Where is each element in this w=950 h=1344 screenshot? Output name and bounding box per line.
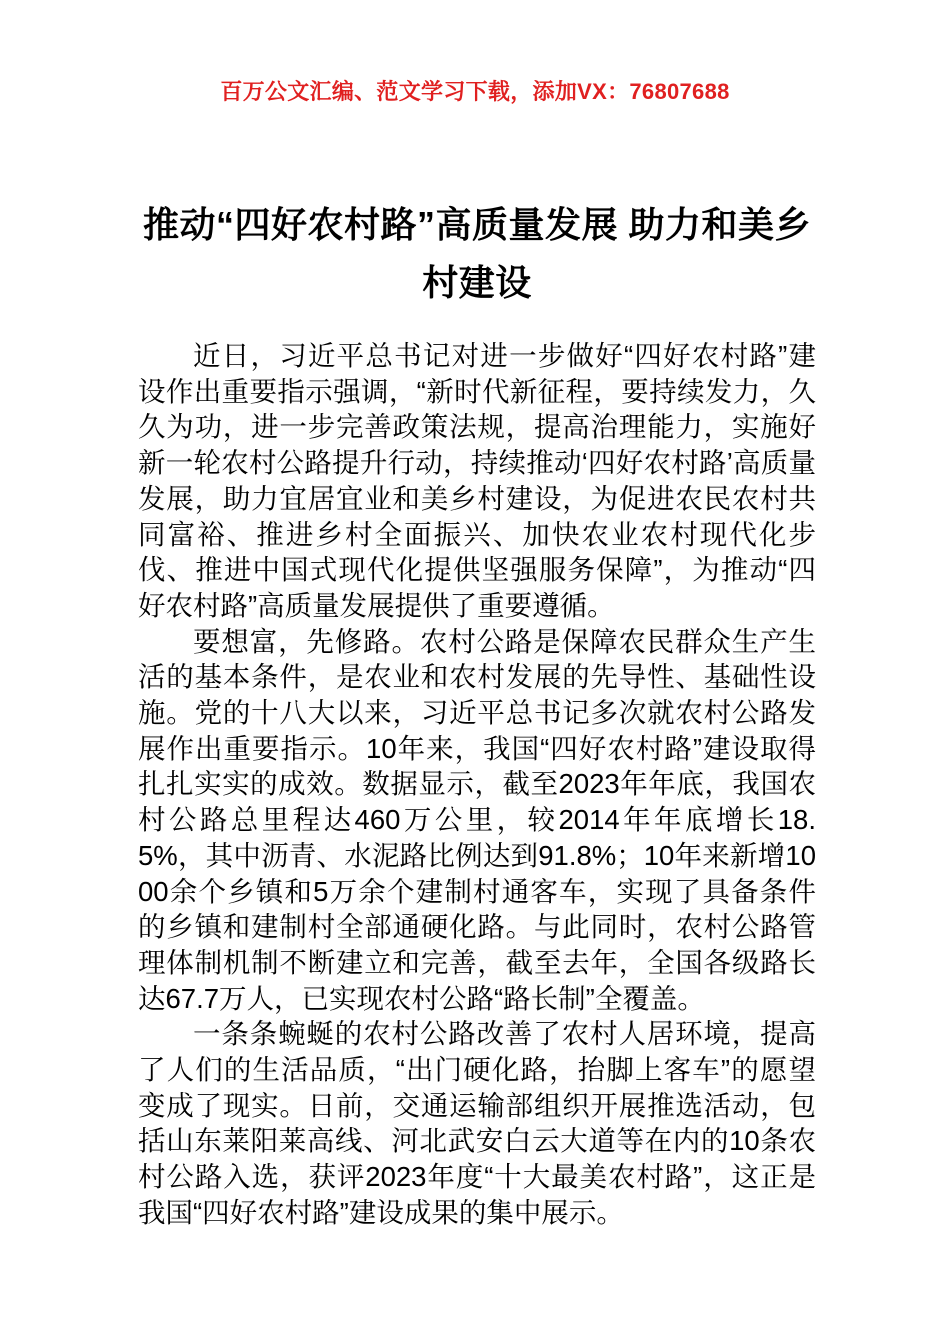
- promo-header-text: 百万公文汇编、范文学习下载，添加VX：76807688: [220, 79, 730, 104]
- document-body: [138, 338, 816, 1231]
- body-paragraph-1: 近日，习近平总书记对进一步做好“四好农村路”建设作出重要指示强调，“新时代新征程，要持续发力，久久为功，进一步完善政策法规，提高治理能力，实施好新一轮农村公路提升行动，持续推动‘四好农村路’高质量发展，助力宜居宜业和美乡村建设，为促进农民农村共同富裕、推进乡村全面振兴、加快农业农村现代化步伐、推进中国式现代化提供坚强服务保障”，为推动“四好农村路”高质量发展提供了重要遵循。: [138, 340, 816, 621]
- body-paragraph-2: 要想富，先修路。农村公路是保障农民群众生产生活的基本条件，是农业和农村发展的先导性、基础性设施。党的十八大以来，习近平总书记多次就农村公路发展作出重要指示。10年来，我国“四好农村路”建设取得扎扎实实的成效。数据显示，截至2023年年底，我国农村公路总里程达460万公里，较2014年年底增长18.5%，其中沥青、水泥路比例达到91.8%；10年来新增1000余个乡镇和5万余个建制村通客车，实现了具备条件的乡镇和建制村全部通硬化路。与此同时，农村公路管理体制机制不断建立和完善，截至去年，全国各级路长达67.7万人，已实现农村公路“路长制”全覆盖。: [138, 625, 816, 1014]
- page-title: 推动“四好农村路”高质量发展 助力和美乡村建设: [142, 204, 811, 304]
- body-paragraph-3: 一条条蜿蜒的农村公路改善了农村人居环境，提高了人们的生活品质，“出门硬化路，抬脚上客车”的愿望变成了现实。日前，交通运输部组织开展推选活动，包括山东莱阳莱高线、河北武安白云大道等在内的10条农村公路入选，获评2023年度“十大最美农村路”，这正是我国“四好农村路”建设成果的集中展示。: [138, 1018, 816, 1228]
